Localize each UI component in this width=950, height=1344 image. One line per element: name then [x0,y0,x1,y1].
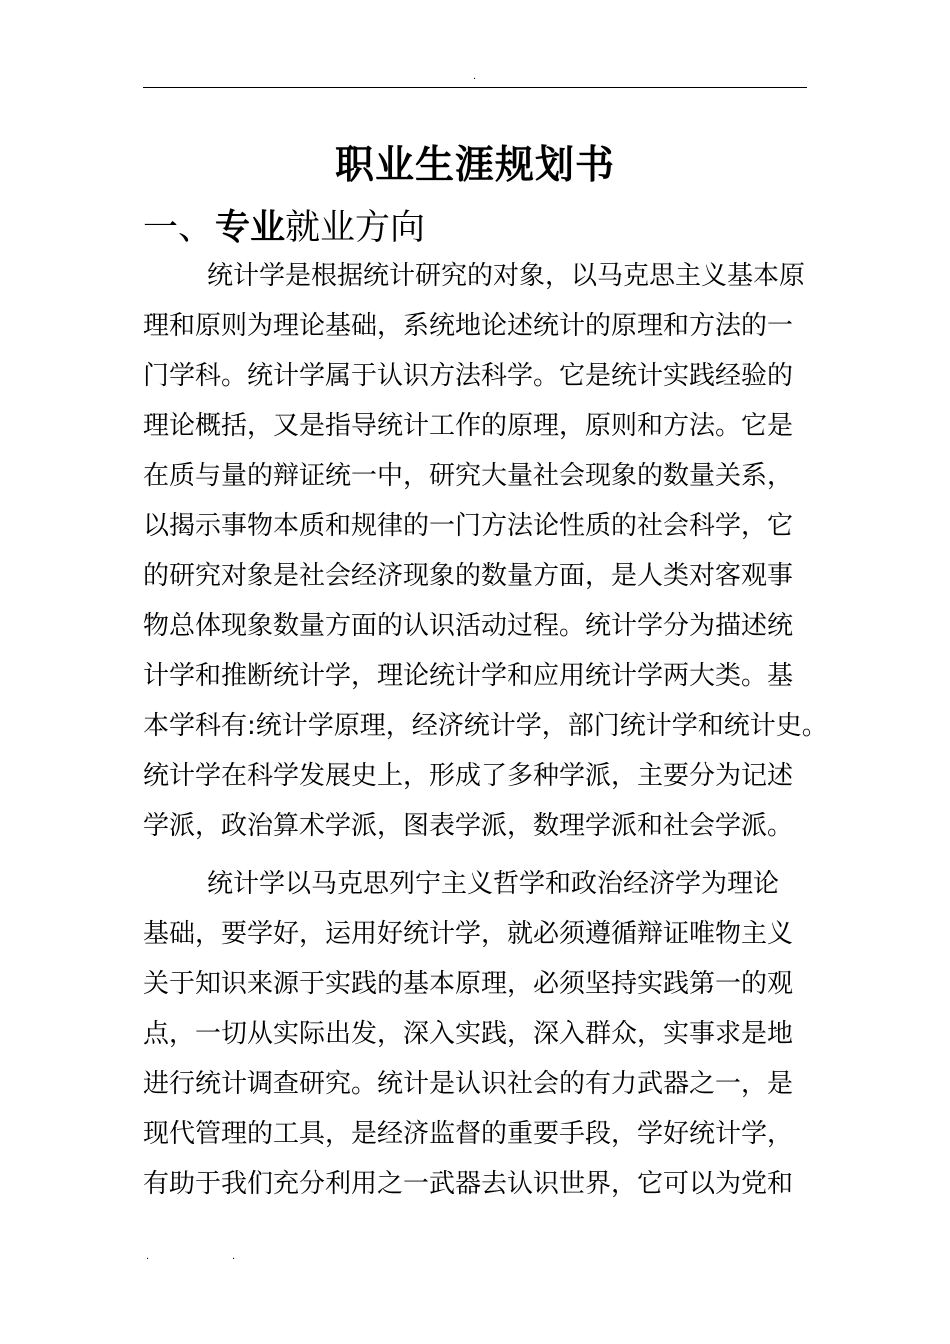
paragraph-line: 进行统计调查研究。统计是认识社会的有力武器之一，是 [143,1069,794,1099]
page-title: 职业生涯规划书 [334,143,615,188]
section-number: 一、 [143,208,214,248]
paragraph-line: 的研究对象是社会经济现象的数量方面，是人类对客观事 [143,561,794,591]
section-title-rest: 就业方向 [285,208,426,248]
paragraph-line: 统计学在科学发展史上，形成了多种学派，主要分为记述 [143,761,794,791]
paragraph-line: 基础，要学好，运用好统计学，就必须遵循辩证唯物主义 [143,919,794,949]
paragraph-line: 关于知识来源于实践的基本原理，必须坚持实践第一的观 [143,969,794,999]
paragraph-line: 学派，政治算术学派，图表学派，数理学派和社会学派。 [143,811,794,841]
paragraph-line: 现代管理的工具，是经济监督的重要手段，学好统计学， [143,1119,794,1149]
paragraph-line: 理论概括，又是指导统计工作的原理，原则和方法。它是 [143,411,794,441]
footer-mark-right: . [232,1251,236,1262]
section-title-strong: 专业 [215,208,286,248]
paragraph-line: 本学科有:统计学原理，经济统计学，部门统计学和统计史。 [143,711,828,741]
paragraph-line: 物总体现象数量方面的认识活动过程。统计学分为描述统 [143,611,794,641]
header-rule [143,87,807,88]
paragraph-line: 统计学是根据统计研究的对象，以马克思主义基本原 [207,261,806,291]
paragraph-line: 理和原则为理论基础，系统地论述统计的原理和方法的一 [143,311,794,341]
paragraph-line: 点，一切从实际出发，深入实践，深入群众，实事求是地 [143,1019,794,1049]
paragraph-line: 统计学以马克思列宁主义哲学和政治经济学为理论 [207,869,780,899]
section-heading [143,202,425,254]
paragraph-line: 在质与量的辩证统一中，研究大量社会现象的数量关系， [143,461,794,491]
header-mark: . [473,71,477,82]
paragraph-line: 门学科。统计学属于认识方法科学。它是统计实践经验的 [143,361,794,391]
paragraph-line: 有助于我们充分利用之一武器去认识世界，它可以为党和 [143,1169,794,1199]
paragraph-line: 计学和推断统计学，理论统计学和应用统计学两大类。基 [143,661,794,691]
footer-mark-left: . [146,1251,150,1262]
paragraph-line: 以揭示事物本质和规律的一门方法论性质的社会科学，它 [143,511,794,541]
body-text [143,251,828,1209]
